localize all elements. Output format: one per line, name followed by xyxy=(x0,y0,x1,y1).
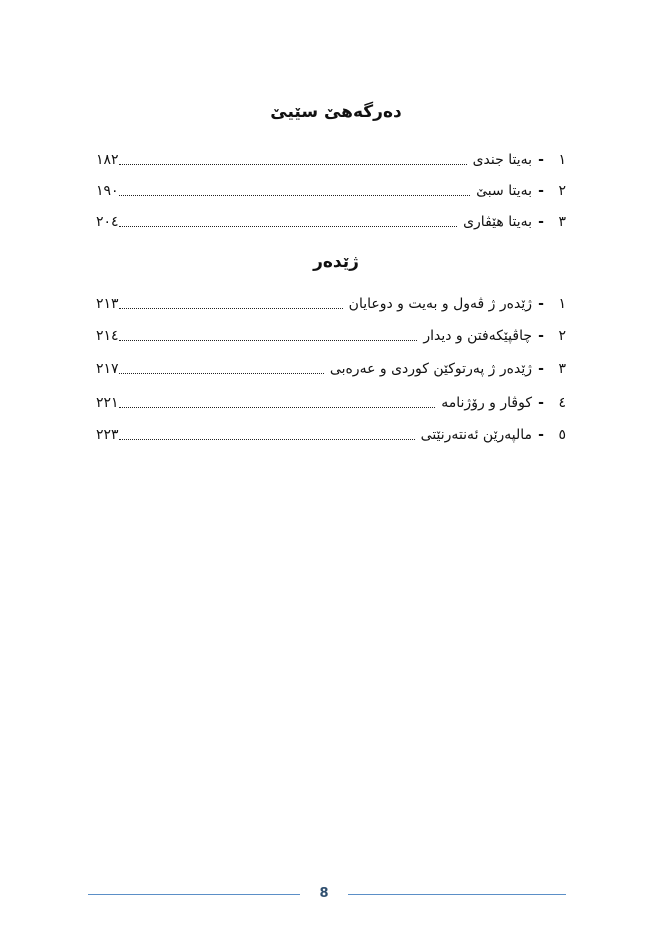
entry-dash: - xyxy=(538,427,544,443)
entry-number: ٢ xyxy=(558,328,566,344)
entry-number: ٣ xyxy=(558,361,566,377)
entry-number: ١ xyxy=(558,296,566,312)
entry-number: ٤ xyxy=(558,395,566,411)
dot-leader xyxy=(119,439,415,440)
dot-leader xyxy=(119,308,343,309)
entry-page: ٢١٧ xyxy=(96,361,119,377)
entry-number: ٣ xyxy=(558,214,566,230)
sources-heading: ژێدەر xyxy=(313,252,359,272)
entry-title: کوڤار و رۆژنامە xyxy=(441,395,532,411)
entry-page: ٢١٤ xyxy=(96,328,119,344)
toc-entry xyxy=(96,177,566,201)
entry-dash: - xyxy=(538,361,544,377)
dot-leader xyxy=(119,340,418,341)
entry-dash: - xyxy=(538,214,544,230)
entry-title: بەیتا سبێ xyxy=(476,183,532,199)
entry-page: ١٨٢ xyxy=(96,152,119,168)
entry-title: بەیتا هێڤاری xyxy=(463,214,532,230)
entry-page: ٢١٣ xyxy=(96,296,119,312)
dot-leader xyxy=(119,226,458,227)
entry-number: ٥ xyxy=(558,427,566,443)
entry-title: چاڤپێکەفتن و دیدار xyxy=(423,328,532,344)
entry-dash: - xyxy=(538,183,544,199)
dot-leader xyxy=(119,407,436,408)
entry-title: مالپەرێن ئەنتەرنێتی xyxy=(420,427,532,443)
entry-title: ژێدەر ژ پەرتوکێن کوردی و عەرەبی xyxy=(329,361,532,377)
toc-entry xyxy=(96,146,566,170)
toc-entry xyxy=(96,322,566,346)
entry-number: ١ xyxy=(558,152,566,168)
entry-title: ژێدەر ژ ڤەول و بەیت و دوعایان xyxy=(348,296,532,312)
toc-entry xyxy=(96,421,566,445)
entry-dash: - xyxy=(538,152,544,168)
toc-entry xyxy=(96,389,566,413)
entry-dash: - xyxy=(538,395,544,411)
entry-page: ١٩٠ xyxy=(96,183,119,199)
entry-number: ٢ xyxy=(558,183,566,199)
entry-page: ٢٢٣ xyxy=(96,427,119,443)
entry-dash: - xyxy=(538,296,544,312)
toc-entry xyxy=(96,355,566,379)
entry-page: ٢٠٤ xyxy=(96,214,119,230)
page-number: 8 xyxy=(319,886,329,901)
entry-title: بەیتا جندی xyxy=(472,152,532,168)
dot-leader xyxy=(119,195,471,196)
entry-page: ٢٢١ xyxy=(96,395,119,411)
footer-rule-left xyxy=(88,894,300,895)
dot-leader xyxy=(119,373,324,374)
dot-leader xyxy=(119,164,467,165)
footer-rule-right xyxy=(348,894,566,895)
toc-entry xyxy=(96,290,566,314)
entry-dash: - xyxy=(538,328,544,344)
toc-entry xyxy=(96,208,566,232)
section-heading: دەرگەهێ سێیێ xyxy=(270,102,402,122)
